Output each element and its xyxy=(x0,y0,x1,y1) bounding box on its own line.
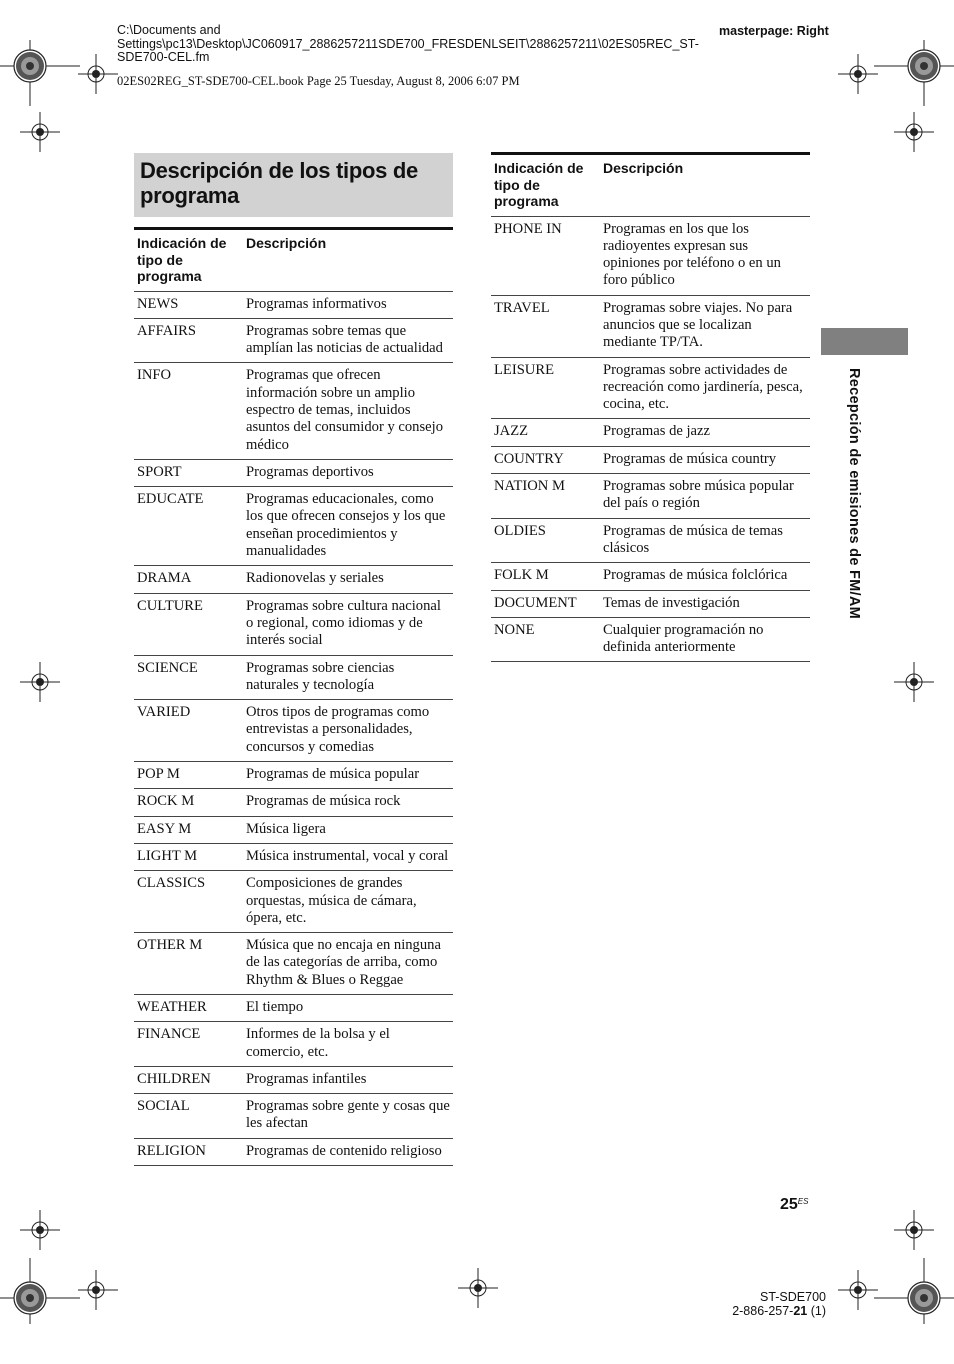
table-row xyxy=(134,593,453,655)
table-row xyxy=(134,789,453,816)
model-name: ST-SDE700 xyxy=(759,1290,826,1304)
table-row xyxy=(134,1138,453,1165)
header-book-info: 02ES02REG_ST-SDE700-CEL.book Page 25 Tuesday, August 8, 2006 6:07 PM xyxy=(117,74,520,88)
chapter-tab xyxy=(821,328,908,355)
program-type-description: Programas de música country xyxy=(600,446,810,473)
program-type-description: Música que no encaja en ninguna de las categorías de arriba, como Rhythm & Blues o Reggae xyxy=(243,933,453,995)
program-type-description: Composiciones de grandes orquestas, música de cámara, ópera, etc. xyxy=(243,871,453,933)
header-masterpage: masterpage: Right xyxy=(719,24,829,38)
program-type-table-left xyxy=(134,227,453,1166)
table-row xyxy=(134,318,453,363)
registration-mark-icon xyxy=(874,26,954,106)
program-type-code: EASY M xyxy=(134,816,243,843)
program-type-description: Música instrumental, vocal y coral xyxy=(243,843,453,870)
program-type-description: Programas de música de temas clásicos xyxy=(600,518,810,563)
registration-mark-icon xyxy=(0,26,80,106)
program-type-code: INFO xyxy=(134,363,243,459)
crosshair-mark-icon xyxy=(20,662,60,702)
program-type-description: Radionovelas y seriales xyxy=(243,566,453,593)
program-type-code: ROCK M xyxy=(134,789,243,816)
registration-mark-icon xyxy=(874,1258,954,1338)
table-row xyxy=(134,995,453,1022)
crosshair-mark-icon xyxy=(838,1270,878,1310)
program-type-code: OLDIES xyxy=(491,518,600,563)
program-type-code: FINANCE xyxy=(134,1022,243,1067)
table-row xyxy=(134,487,453,566)
table-row xyxy=(491,617,810,662)
program-type-description: Programas sobre temas que amplían las noticias de actualidad xyxy=(243,318,453,363)
table-row xyxy=(491,419,810,446)
program-type-code: COUNTRY xyxy=(491,446,600,473)
program-type-description: Programas de jazz xyxy=(600,419,810,446)
program-type-code: SOCIAL xyxy=(134,1094,243,1139)
program-type-description: Programas que ofrecen información sobre un amplio espectro de temas, incluidos asuntos del consumidor y consejo médico xyxy=(243,363,453,459)
program-type-code: JAZZ xyxy=(491,419,600,446)
part-number xyxy=(700,1304,826,1318)
program-type-code: PHONE IN xyxy=(491,216,600,295)
page-number-value: 25 xyxy=(780,1196,798,1213)
program-type-code: VARIED xyxy=(134,700,243,762)
crosshair-mark-icon xyxy=(78,1270,118,1310)
table-row xyxy=(134,762,453,789)
program-type-description: Programas sobre ciencias naturales y tecnología xyxy=(243,655,453,700)
program-type-code: NEWS xyxy=(134,291,243,318)
table-row xyxy=(134,871,453,933)
crosshair-mark-icon xyxy=(20,1210,60,1250)
program-type-code: AFFAIRS xyxy=(134,318,243,363)
program-type-code: NATION M xyxy=(491,474,600,519)
part-number-bold: 21 xyxy=(793,1304,808,1318)
registration-mark-icon xyxy=(0,1258,80,1338)
program-type-code: LIGHT M xyxy=(134,843,243,870)
program-type-description: Programas educacionales, como los que ofrecen consejos y los que enseñan procedimientos y manualidades xyxy=(243,487,453,566)
program-type-code: WEATHER xyxy=(134,995,243,1022)
table-row xyxy=(491,474,810,519)
table-header-row xyxy=(134,229,453,292)
section-title: Descripción de los tipos de programa xyxy=(134,153,453,217)
program-type-description: Programas sobre cultura nacional o regional, como idiomas y de interés social xyxy=(243,593,453,655)
program-type-description: Programas de música folclórica xyxy=(600,563,810,590)
program-type-code: EDUCATE xyxy=(134,487,243,566)
table-row xyxy=(134,566,453,593)
program-type-code: LEISURE xyxy=(491,357,600,419)
program-type-description: Programas sobre música popular del país o región xyxy=(600,474,810,519)
program-type-description: Temas de investigación xyxy=(600,590,810,617)
crosshair-mark-icon xyxy=(838,54,878,94)
table-row xyxy=(134,363,453,459)
program-type-code: CLASSICS xyxy=(134,871,243,933)
program-type-description: Programas de contenido religioso xyxy=(243,1138,453,1165)
program-type-table-right xyxy=(491,152,810,662)
program-type-description: Informes de la bolsa y el comercio, etc. xyxy=(243,1022,453,1067)
program-type-code: SPORT xyxy=(134,459,243,486)
page-language-code: ES xyxy=(797,1197,809,1206)
program-type-description: Música ligera xyxy=(243,816,453,843)
program-type-code: RELIGION xyxy=(134,1138,243,1165)
table-row xyxy=(491,590,810,617)
program-type-description: Programas en los que los radioyentes expresan sus opiniones por teléfono o en un foro público xyxy=(600,216,810,295)
table-row xyxy=(491,446,810,473)
crosshair-mark-icon xyxy=(458,1268,498,1308)
table-row xyxy=(491,295,810,357)
chapter-side-label: Recepción de emisiones de FM/AM xyxy=(846,368,862,620)
program-type-description: Cualquier programación no definida anteriormente xyxy=(600,617,810,662)
header-file-path: C:\Documents and Settings\pc13\Desktop\JC060917_2886257211SDE700_FRESDENLSEIT\2886257211\02ES05REC_ST-SDE700-CEL.fm xyxy=(117,23,699,64)
part-number-suffix: (1) xyxy=(807,1304,826,1318)
table-row xyxy=(134,843,453,870)
table-row xyxy=(134,291,453,318)
crosshair-mark-icon xyxy=(894,662,934,702)
table-row xyxy=(134,933,453,995)
program-type-code: CHILDREN xyxy=(134,1066,243,1093)
table-row xyxy=(134,1094,453,1139)
table-row xyxy=(134,655,453,700)
program-type-description: Otros tipos de programas como entrevistas a personalidades, concursos y comedias xyxy=(243,700,453,762)
program-type-code: FOLK M xyxy=(491,563,600,590)
model-info xyxy=(700,1290,826,1318)
table-row xyxy=(134,1066,453,1093)
table-row xyxy=(491,518,810,563)
program-type-code: DOCUMENT xyxy=(491,590,600,617)
program-type-code: POP M xyxy=(134,762,243,789)
program-type-code: OTHER M xyxy=(134,933,243,995)
table-row xyxy=(134,459,453,486)
program-type-description: Programas infantiles xyxy=(243,1066,453,1093)
program-type-description: Programas informativos xyxy=(243,291,453,318)
crosshair-mark-icon xyxy=(20,112,60,152)
program-type-description: Programas deportivos xyxy=(243,459,453,486)
program-type-description: Programas sobre actividades de recreación como jardinería, pesca, cocina, etc. xyxy=(600,357,810,419)
program-type-code: CULTURE xyxy=(134,593,243,655)
page-number xyxy=(780,1196,808,1214)
table-row xyxy=(491,563,810,590)
program-type-description: Programas de música rock xyxy=(243,789,453,816)
table-header-row xyxy=(491,154,810,217)
column-header-code: Indicación de tipo de programa xyxy=(134,229,243,292)
program-type-code: DRAMA xyxy=(134,566,243,593)
table-row xyxy=(491,357,810,419)
column-header-description: Descripción xyxy=(600,154,810,217)
program-type-description: Programas sobre gente y cosas que les afectan xyxy=(243,1094,453,1139)
table-row xyxy=(134,816,453,843)
column-header-code: Indicación de tipo de programa xyxy=(491,154,600,217)
crosshair-mark-icon xyxy=(78,54,118,94)
program-type-code: NONE xyxy=(491,617,600,662)
table-row xyxy=(491,216,810,295)
program-type-code: TRAVEL xyxy=(491,295,600,357)
table-row xyxy=(134,700,453,762)
program-type-description: Programas sobre viajes. No para anuncios que se localizan mediante TP/TA. xyxy=(600,295,810,357)
program-type-description: Programas de música popular xyxy=(243,762,453,789)
crosshair-mark-icon xyxy=(894,1210,934,1250)
table-row xyxy=(134,1022,453,1067)
program-type-description: El tiempo xyxy=(243,995,453,1022)
column-header-description: Descripción xyxy=(243,229,453,292)
part-number-prefix: 2-886-257- xyxy=(732,1304,794,1318)
program-type-code: SCIENCE xyxy=(134,655,243,700)
crosshair-mark-icon xyxy=(894,112,934,152)
